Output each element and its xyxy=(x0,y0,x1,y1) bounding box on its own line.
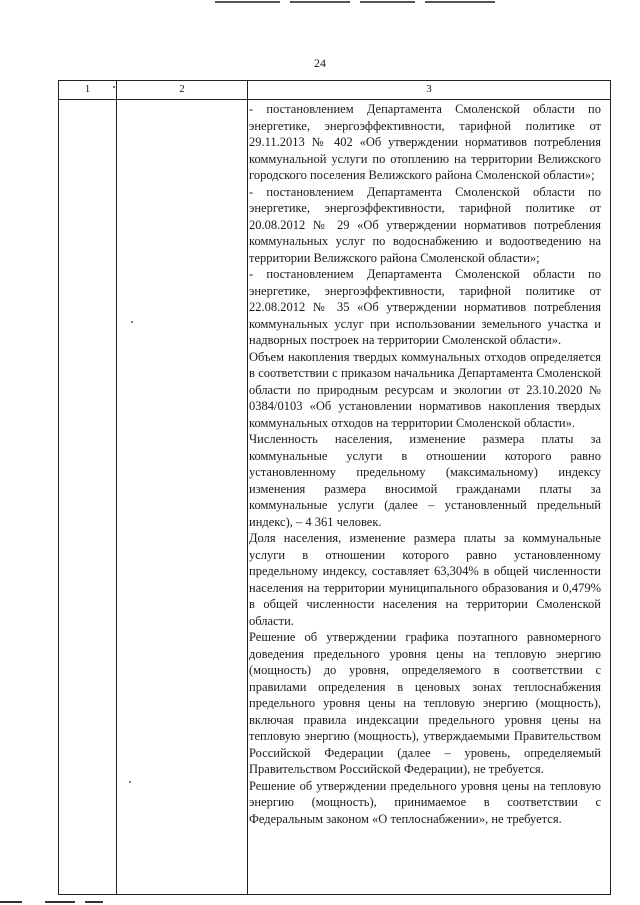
scan-speck xyxy=(131,321,133,323)
paragraph-waste-volume: Объем накопления твердых коммунальных отходов определяется в соответствии с приказом начальника Департамента Смоленской области по природным ресурсам и экологии от 23.10.2020 № 0384/0103 «Об установлении нормативов накопления твердых коммунальных отходов на территории Смоленской области». xyxy=(249,349,601,430)
paragraph-heat-price-level: Решение об утверждении предельного уровня цены на тепловую энергию (мощность), принимаемое в соответствии с Федеральным законом «О теплоснабжении», не требуется. xyxy=(249,778,601,826)
column-divider-2 xyxy=(247,81,248,894)
paragraph-population-share: Доля населения, изменение размера платы за коммунальные услуги в отношении которого равно установленному предельному индексу, составляет 63,304% в общей численности населения на территории муниципального образования и 0,479% в общей численности населения на территории Смоленской области. xyxy=(249,531,601,628)
paragraph-population-count: Численность населения, изменение размера платы за коммунальные услуги в отношении которого равно установленному предельному (максимальному) индексу изменения размера вносимой гражданами платы за коммунальные услуги (далее – установленный предельный индекс), – 4 361 человек. xyxy=(249,432,601,529)
column-header-2: 2 xyxy=(179,83,185,95)
paragraph-resolution-35: - постановлением Департамента Смоленской области по энергетике, энергоэффективности, тарифной политике от 22.08.2012 № 35 «Об утверждении нормативов потребления коммунальных услуг при использовании земельного участка и надворных построек на территории Смоленской области». xyxy=(249,267,601,347)
column-3-content xyxy=(249,101,601,827)
page-number: 24 xyxy=(314,56,326,70)
paragraph-resolution-402: - постановлением Департамента Смоленской области по энергетике, энергоэффективности, тарифной политике от 29.11.2013 № 402 «Об утверждении нормативов потребления коммунальной услуги по отоплению на территории Велижского городского поселения Велижского района Смоленской области»; xyxy=(249,102,601,182)
scan-speck xyxy=(129,781,131,783)
document-table xyxy=(58,80,611,895)
column-header-3: 3 xyxy=(426,83,432,95)
scan-artifact-bottom xyxy=(0,899,640,905)
column-divider-1 xyxy=(116,81,117,894)
paragraph-heat-price-schedule: Решение об утверждении графика поэтапного равномерного доведения предельного уровня цены на тепловую энергию (мощность) до уровня, определяемого в соответствии с правилами определения в ценовых зонах теплоснабжения предельного уровня цены на тепловую энергию (мощность), включая правила индексации предельного уровня цены на тепловую энергию (мощность), утверждаемыми Правительством Российской Федерации (далее – уровень, определяемый Правительством Российской Федерации), не требуется. xyxy=(249,630,601,776)
scan-speck xyxy=(113,86,115,88)
scan-artifact-top xyxy=(0,0,640,6)
header-row-divider xyxy=(59,99,610,100)
column-header-1: 1 xyxy=(84,83,91,95)
paragraph-resolution-29: - постановлением Департамента Смоленской области по энергетике, энергоэффективности, тарифной политике от 20.08.2012 № 29 «Об утверждении нормативов потребления коммунальных услуг по водоснабжению и водоотведению на территории Велижского района Смоленской области»; xyxy=(249,184,601,265)
